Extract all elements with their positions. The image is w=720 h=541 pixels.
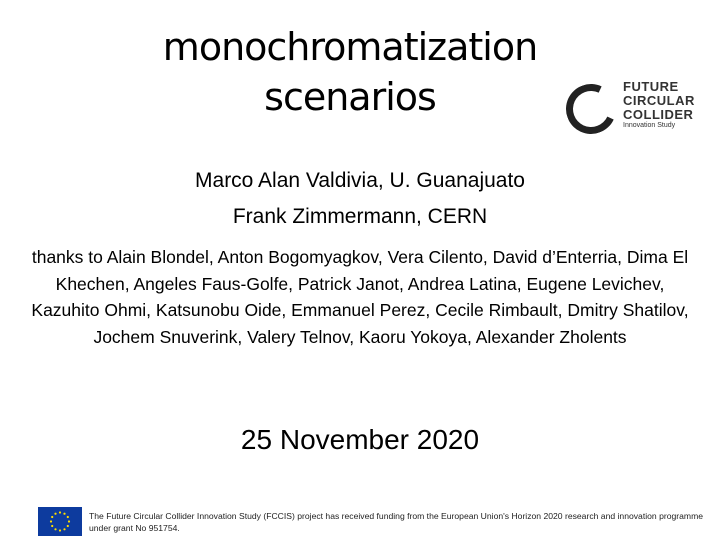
logo-line-2: CIRCULAR: [623, 93, 695, 108]
fcc-ring-icon: [559, 77, 623, 141]
author-2: Frank Zimmermann, CERN: [232, 205, 488, 228]
eu-star: [59, 511, 61, 513]
title-line-2: scenarios: [264, 75, 436, 119]
title-line-1: monochromatization: [162, 25, 538, 69]
eu-flag-icon: [38, 507, 82, 536]
eu-star: [63, 528, 65, 530]
slide-title: [120, 22, 580, 122]
logo-subtitle: Innovation Study: [623, 122, 676, 129]
presentation-date: 25 November 2020: [240, 424, 480, 455]
logo-line-3: COLLIDER: [623, 107, 694, 122]
acknowledgements: thanks to Alain Blondel, Anton Bogomyagkov, Vera Cilento, David d’Enterria, Dima El Khechen, Angeles Faus-Golfe, Patrick Janot, Andrea Latina, Eugene Levichev, Kazuhito Ohmi, Katsunobu Oide, Emmanuel Perez, Cecile Rimbault, Dmitry Shatilov, Jochem Snuverink, Valery Telnov, Kaoru Yokoya, Alexander Zholents: [31, 247, 689, 347]
authors-block: [60, 163, 660, 235]
eu-star: [54, 528, 56, 530]
author-1: Marco Alan Valdivia, U. Guanajuato: [195, 169, 525, 192]
eu-star: [63, 513, 65, 515]
eu-star: [59, 529, 61, 531]
eu-star: [50, 520, 52, 522]
eu-star: [67, 516, 69, 518]
fcc-logo: [566, 76, 716, 136]
eu-star: [67, 525, 69, 527]
funding-footer: The Future Circular Collider Innovation Study (FCCIS) project has received funding from the European Union's Horizon 2020 research and innovation programme under grant No 951754.: [89, 511, 704, 533]
eu-star: [51, 525, 53, 527]
eu-star: [68, 520, 70, 522]
fcc-logo-text: [623, 80, 695, 122]
logo-line-1: FUTURE: [623, 79, 679, 94]
eu-star: [51, 516, 53, 518]
eu-star: [54, 513, 56, 515]
